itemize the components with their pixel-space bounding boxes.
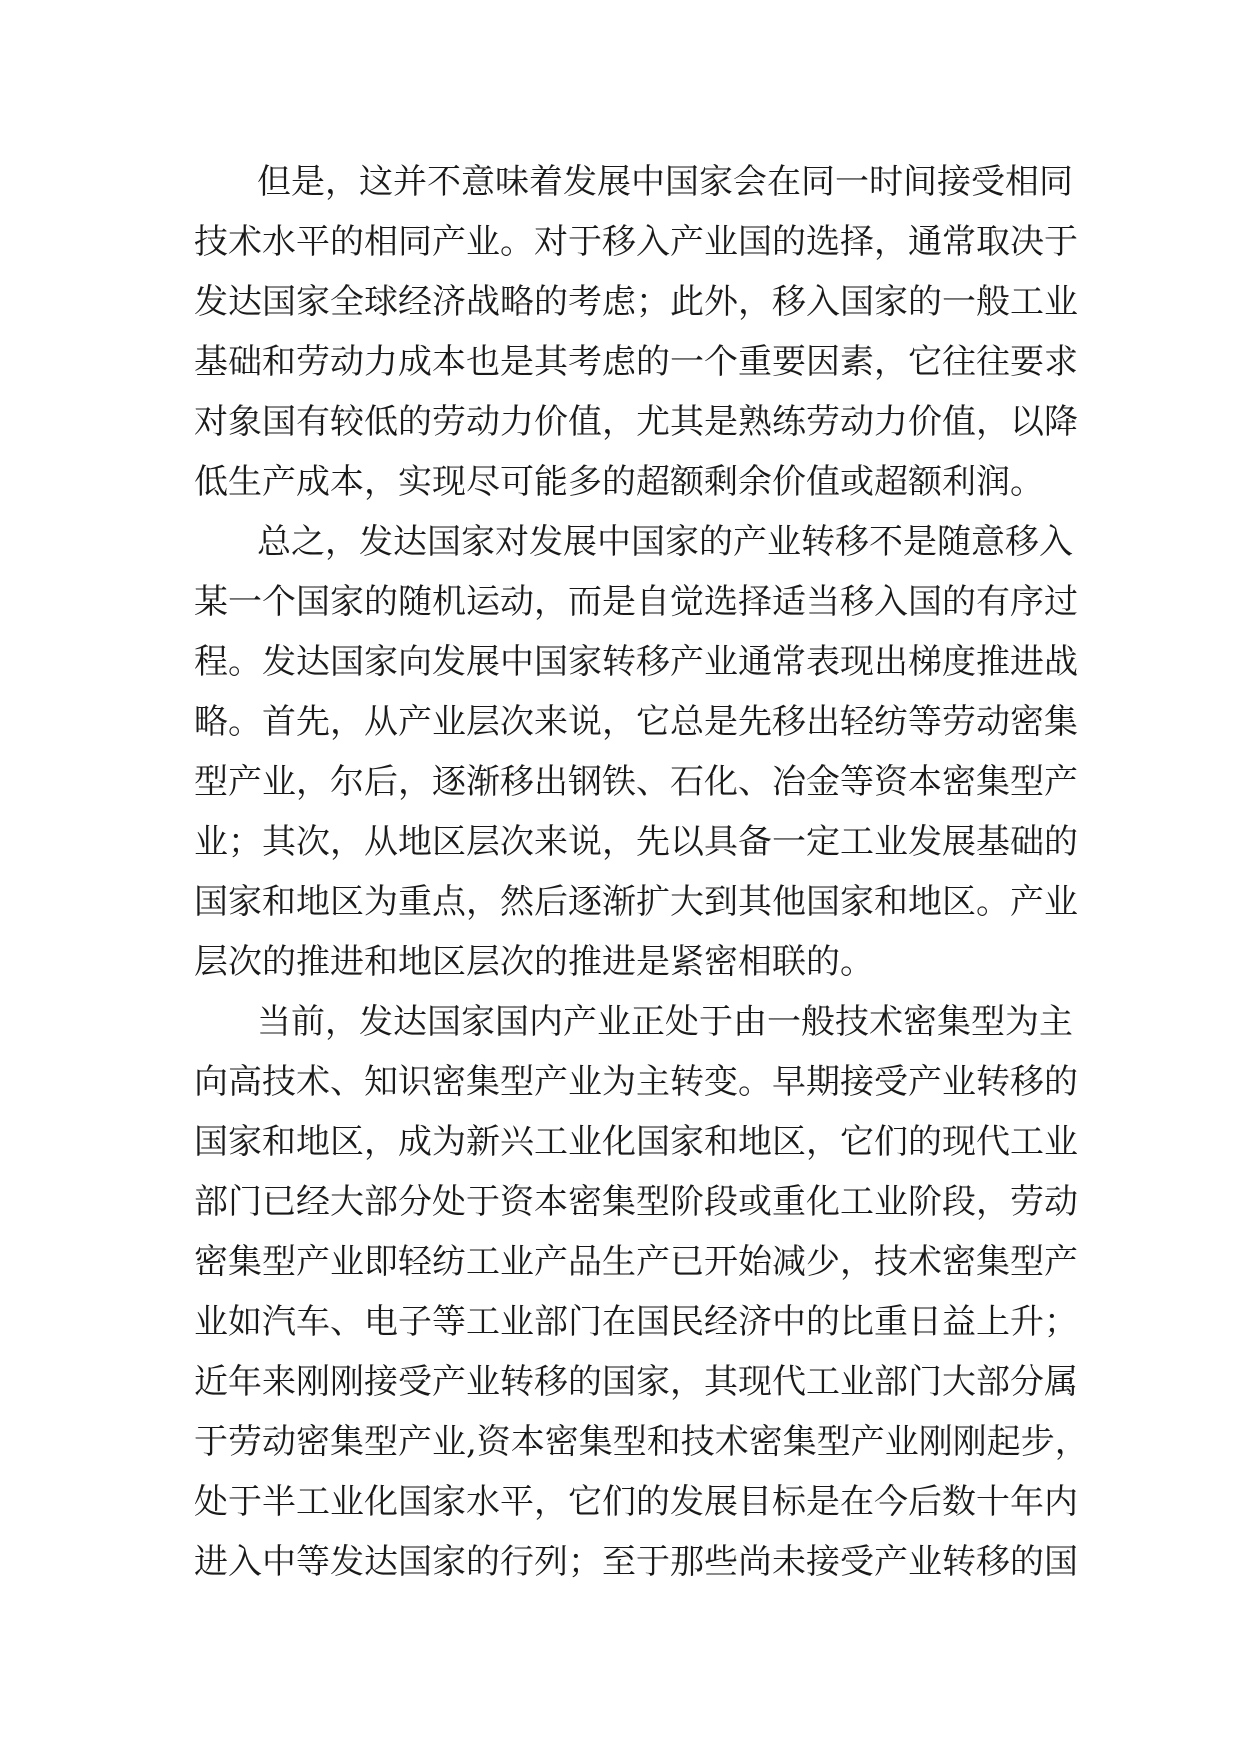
text-line: 于劳动密集型产业,资本密集型和技术密集型产业刚刚起步， bbox=[194, 1422, 1089, 1462]
text-line: 程。发达国家向发展中国家转移产业通常表现出梯度推进战 bbox=[194, 642, 1078, 682]
text-line: 业如汽车、电子等工业部门在国民经济中的比重日益上升； bbox=[194, 1302, 1078, 1342]
text-line: 层次的推进和地区层次的推进是紧密相联的。 bbox=[194, 942, 874, 982]
text-line: 密集型产业即轻纺工业产品生产已开始减少，技术密集型产 bbox=[194, 1242, 1078, 1282]
text-line: 国家和地区，成为新兴工业化国家和地区，它们的现代工业 bbox=[194, 1122, 1078, 1162]
text-line: 但是，这并不意味着发展中国家会在同一时间接受相同 bbox=[257, 162, 1073, 202]
text-line: 业；其次，从地区层次来说，先以具备一定工业发展基础的 bbox=[194, 822, 1078, 862]
text-line: 技术水平的相同产业。对于移入产业国的选择，通常取决于 bbox=[194, 222, 1078, 262]
text-line: 总之，发达国家对发展中国家的产业转移不是随意移入 bbox=[257, 522, 1073, 562]
text-line: 某一个国家的随机运动，而是自觉选择适当移入国的有序过 bbox=[194, 582, 1078, 622]
text-line: 低生产成本，实现尽可能多的超额剩余价值或超额利润。 bbox=[194, 462, 1044, 502]
text-line: 国家和地区为重点，然后逐渐扩大到其他国家和地区。产业 bbox=[194, 882, 1078, 922]
text-line: 型产业，尔后，逐渐移出钢铁、石化、冶金等资本密集型产 bbox=[194, 762, 1078, 802]
text-line: 对象国有较低的劳动力价值，尤其是熟练劳动力价值，以降 bbox=[194, 402, 1078, 442]
text-line: 基础和劳动力成本也是其考虑的一个重要因素，它往往要求 bbox=[194, 342, 1078, 382]
text-line: 向高技术、知识密集型产业为主转变。早期接受产业转移的 bbox=[194, 1062, 1078, 1102]
text-line: 处于半工业化国家水平，它们的发展目标是在今后数十年内 bbox=[194, 1482, 1078, 1522]
text-line: 近年来刚刚接受产业转移的国家，其现代工业部门大部分属 bbox=[194, 1362, 1078, 1402]
text-line: 进入中等发达国家的行列；至于那些尚未接受产业转移的国 bbox=[194, 1542, 1078, 1582]
text-line: 当前，发达国家国内产业正处于由一般技术密集型为主 bbox=[257, 1002, 1073, 1042]
text-line: 发达国家全球经济战略的考虑；此外，移入国家的一般工业 bbox=[194, 282, 1078, 322]
text-line: 部门已经大部分处于资本密集型阶段或重化工业阶段，劳动 bbox=[194, 1182, 1078, 1222]
text-line: 略。首先，从产业层次来说，它总是先移出轻纺等劳动密集 bbox=[194, 702, 1078, 742]
